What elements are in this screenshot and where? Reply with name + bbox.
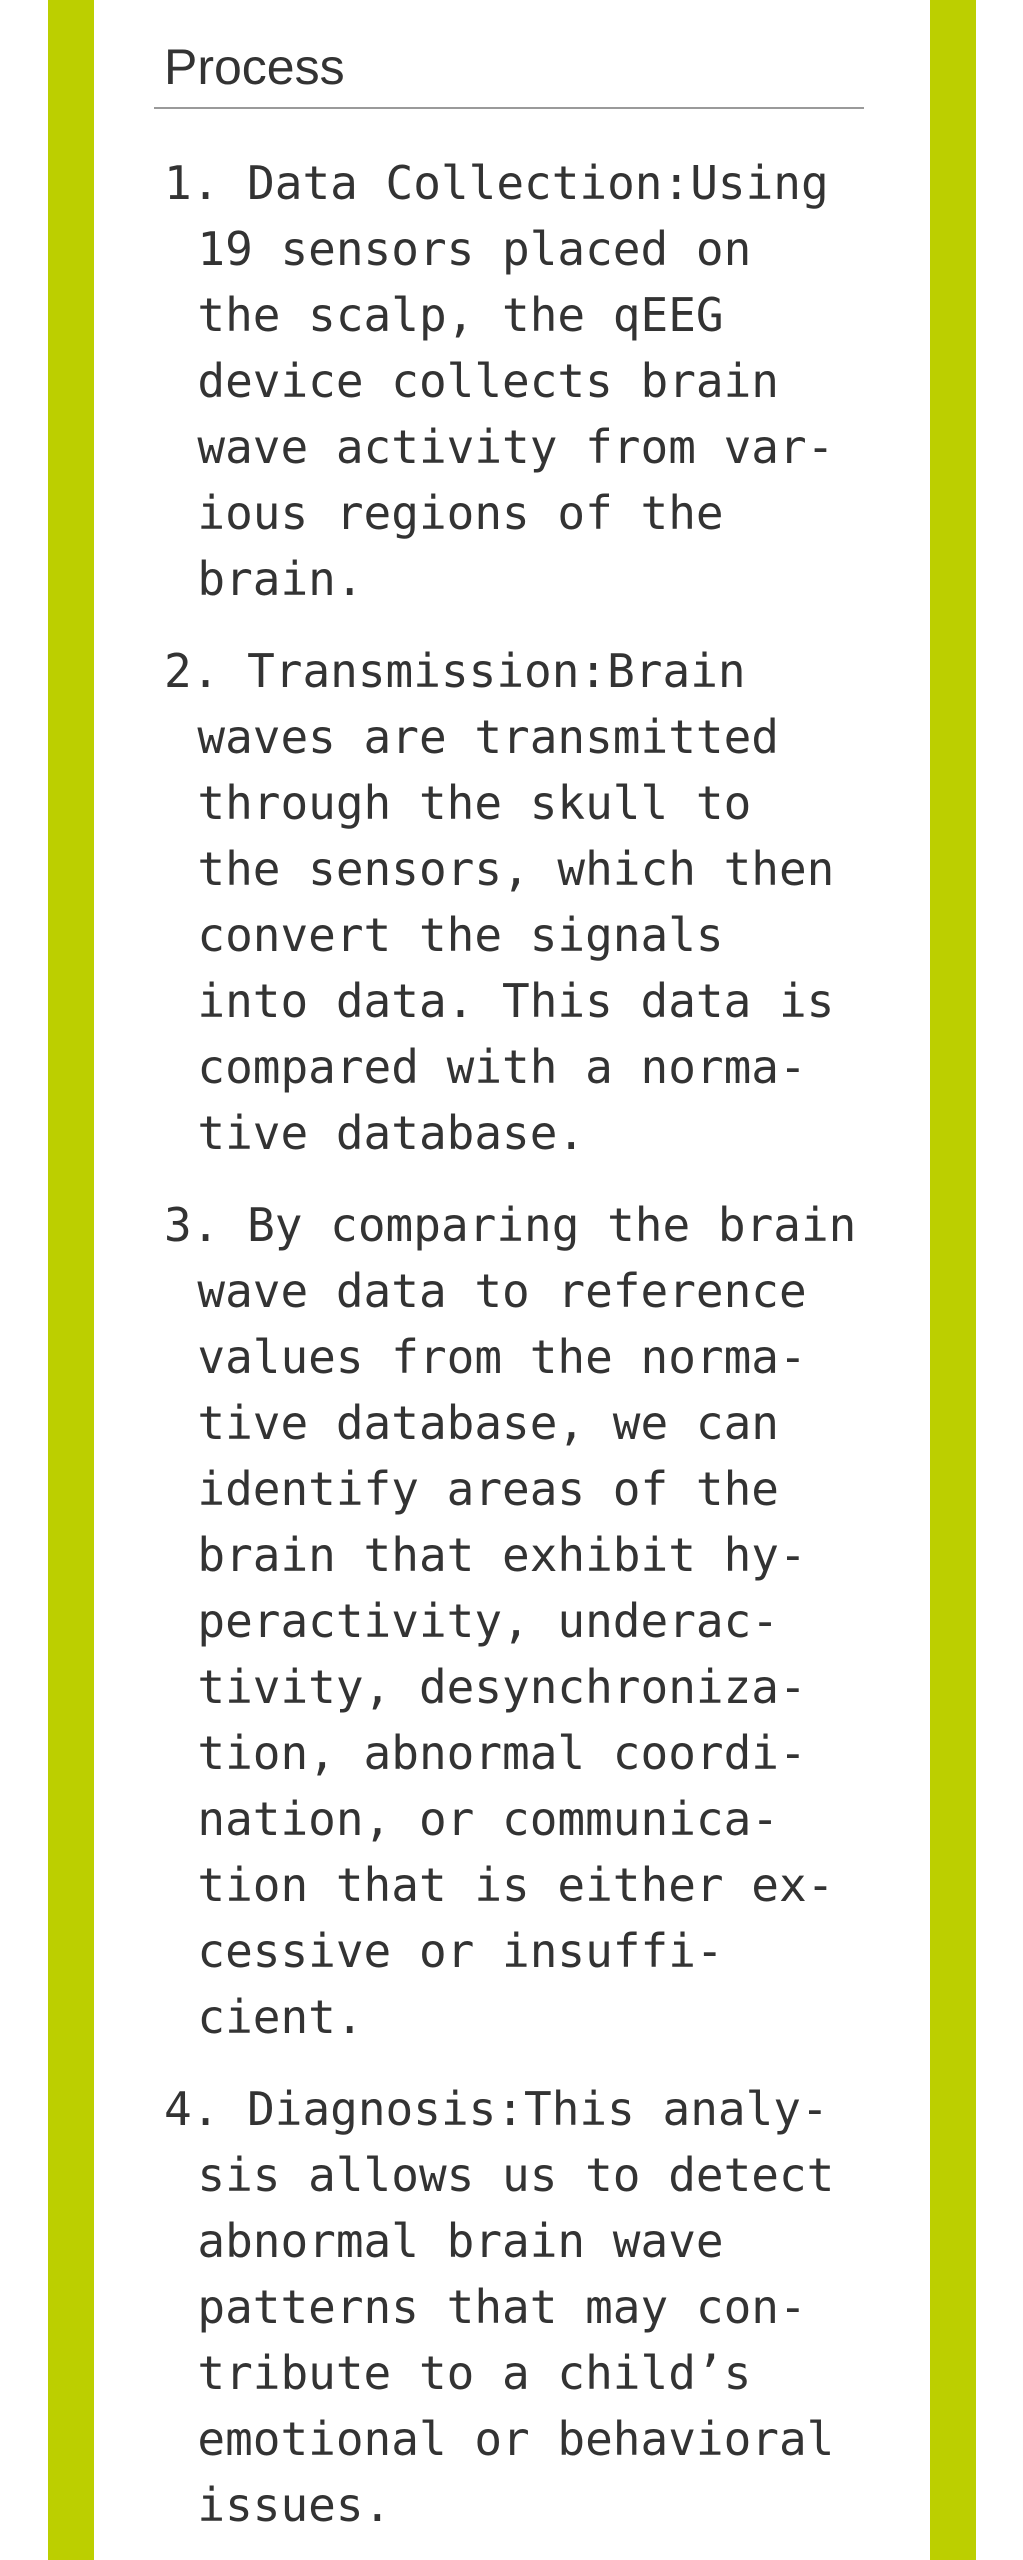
step-text-line: into data. This data is: [197, 974, 835, 1028]
step-text-line: 19 sensors placed on: [197, 222, 752, 276]
step-text-line: sis allows us to detect: [197, 2148, 835, 2202]
step-text-line: ious regions of the: [197, 486, 724, 540]
step-text-line: cient.: [197, 1990, 364, 2044]
right-accent-bar: [930, 0, 976, 2560]
step-text-line: nation, or communica-: [197, 1792, 779, 1846]
step-text-line: identify areas of the: [197, 1462, 779, 1516]
step-text-line: patterns that may con-: [197, 2280, 807, 2334]
step-text-line: brain.: [197, 552, 364, 606]
step-text-line: the scalp, the qEEG: [197, 288, 724, 342]
step-text-line: peractivity, underac-: [197, 1594, 779, 1648]
step-text-line: brain that exhibit hy-: [197, 1528, 807, 1582]
step-text-line: tive database.: [197, 1106, 586, 1160]
title-divider: [154, 107, 864, 109]
section-title: Process: [164, 39, 345, 95]
step-text-line: device collects brain: [197, 354, 779, 408]
step-number: 3.: [164, 1198, 220, 1252]
process-section: [94, 0, 930, 2560]
step-text-line: Diagnosis:This analy-: [219, 2082, 829, 2136]
step-text-line: issues.: [197, 2478, 392, 2532]
step-text-line: tive database, we can: [197, 1396, 779, 1450]
step-number: 2.: [164, 644, 220, 698]
step-number: 4.: [164, 2082, 220, 2136]
step-text-line: waves are transmitted: [197, 710, 779, 764]
step-text: [197, 638, 884, 1166]
step-text-line: through the skull to: [197, 776, 752, 830]
left-accent-bar: [48, 0, 94, 2560]
step-text-line: tivity, desynchroniza-: [197, 1660, 807, 1714]
step-text-line: tion that is either ex-: [197, 1858, 835, 1912]
process-step: [164, 150, 884, 612]
step-text-line: the sensors, which then: [197, 842, 835, 896]
process-step: [164, 1192, 884, 2050]
step-text: [197, 150, 884, 612]
step-text-line: Transmission:Brain: [219, 644, 746, 698]
step-text-line: cessive or insuffi-: [197, 1924, 724, 1978]
step-text-line: tribute to a child’s: [197, 2346, 752, 2400]
step-text-line: abnormal brain wave: [197, 2214, 724, 2268]
step-text-line: convert the signals: [197, 908, 724, 962]
step-text-line: compared with a norma-: [197, 1040, 807, 1094]
step-text: [197, 2076, 884, 2538]
step-text-line: emotional or behavioral: [197, 2412, 835, 2466]
step-text-line: Data Collection:Using: [219, 156, 829, 210]
step-text-line: tion, abnormal coordi-: [197, 1726, 807, 1780]
step-text-line: wave data to reference: [197, 1264, 807, 1318]
step-number: 1.: [164, 156, 220, 210]
process-step: [164, 2076, 884, 2538]
process-steps-list: [164, 150, 884, 2538]
step-text-line: wave activity from var-: [197, 420, 835, 474]
process-step: [164, 638, 884, 1166]
step-text: [197, 1192, 884, 2050]
step-text-line: By comparing the brain: [219, 1198, 857, 1252]
step-text-line: values from the norma-: [197, 1330, 807, 1384]
